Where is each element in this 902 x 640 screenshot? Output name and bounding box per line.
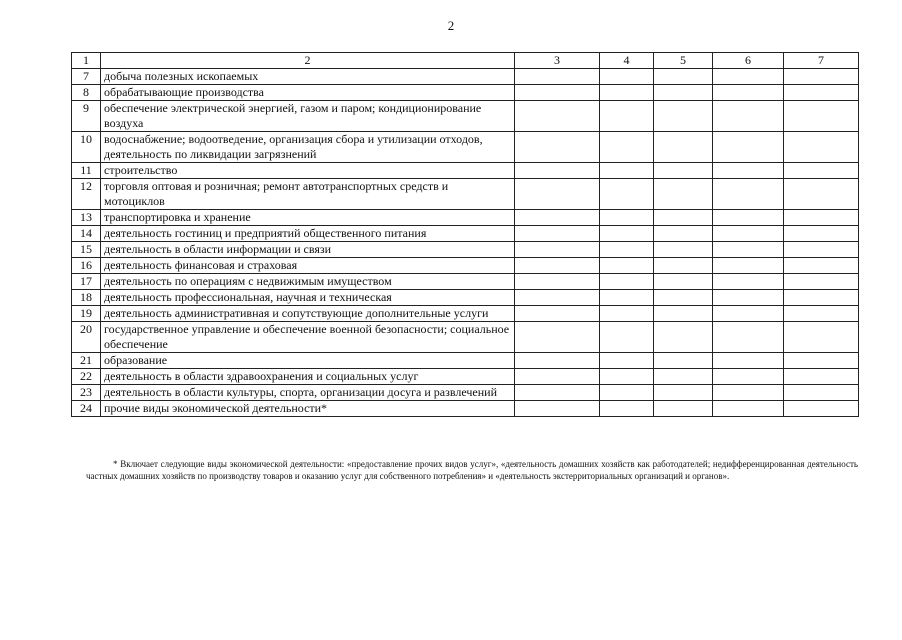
table-row [72, 306, 859, 322]
empty-cell-col-6 [713, 226, 784, 242]
row-number: 8 [72, 85, 101, 101]
table-row [72, 385, 859, 401]
empty-cell-col-7 [784, 385, 859, 401]
row-number: 11 [72, 163, 101, 179]
empty-cell-col-3 [515, 179, 600, 210]
empty-cell-col-7 [784, 226, 859, 242]
row-number: 10 [72, 132, 101, 163]
row-number: 16 [72, 258, 101, 274]
empty-cell-col-3 [515, 369, 600, 385]
empty-cell-col-4 [600, 210, 654, 226]
table-row [72, 258, 859, 274]
empty-cell-col-6 [713, 179, 784, 210]
empty-cell-col-3 [515, 306, 600, 322]
row-number: 23 [72, 385, 101, 401]
empty-cell-col-7 [784, 258, 859, 274]
table-row [72, 132, 859, 163]
row-number: 12 [72, 179, 101, 210]
empty-cell-col-7 [784, 85, 859, 101]
table-row [72, 69, 859, 85]
empty-cell-col-7 [784, 163, 859, 179]
empty-cell-col-7 [784, 101, 859, 132]
empty-cell-col-7 [784, 210, 859, 226]
row-number: 14 [72, 226, 101, 242]
empty-cell-col-5 [654, 290, 713, 306]
empty-cell-col-5 [654, 69, 713, 85]
empty-cell-col-3 [515, 274, 600, 290]
empty-cell-col-3 [515, 226, 600, 242]
empty-cell-col-6 [713, 242, 784, 258]
empty-cell-col-7 [784, 322, 859, 353]
empty-cell-col-7 [784, 369, 859, 385]
empty-cell-col-6 [713, 369, 784, 385]
row-number: 9 [72, 101, 101, 132]
empty-cell-col-7 [784, 179, 859, 210]
empty-cell-col-4 [600, 385, 654, 401]
empty-cell-col-7 [784, 69, 859, 85]
empty-cell-col-4 [600, 353, 654, 369]
empty-cell-col-3 [515, 322, 600, 353]
table-row [72, 290, 859, 306]
empty-cell-col-7 [784, 401, 859, 417]
row-number: 20 [72, 322, 101, 353]
header-col-2: 2 [101, 53, 515, 69]
row-label: обеспечение электрической энергией, газом и паром; кондиционирование воздуха [101, 101, 515, 132]
table-body [72, 69, 859, 417]
empty-cell-col-5 [654, 369, 713, 385]
row-label: строительство [101, 163, 515, 179]
row-label: деятельность в области информации и связи [101, 242, 515, 258]
empty-cell-col-5 [654, 210, 713, 226]
row-number: 7 [72, 69, 101, 85]
row-label: деятельность профессиональная, научная и техническая [101, 290, 515, 306]
empty-cell-col-6 [713, 163, 784, 179]
empty-cell-col-5 [654, 322, 713, 353]
table-row [72, 85, 859, 101]
empty-cell-col-4 [600, 290, 654, 306]
empty-cell-col-5 [654, 85, 713, 101]
empty-cell-col-4 [600, 132, 654, 163]
empty-cell-col-5 [654, 401, 713, 417]
empty-cell-col-6 [713, 353, 784, 369]
empty-cell-col-4 [600, 101, 654, 132]
row-number: 19 [72, 306, 101, 322]
empty-cell-col-7 [784, 274, 859, 290]
empty-cell-col-6 [713, 132, 784, 163]
empty-cell-col-4 [600, 369, 654, 385]
table-row [72, 401, 859, 417]
row-label: образование [101, 353, 515, 369]
row-label: деятельность по операциям с недвижимым имуществом [101, 274, 515, 290]
empty-cell-col-4 [600, 163, 654, 179]
empty-cell-col-6 [713, 210, 784, 226]
row-number: 17 [72, 274, 101, 290]
empty-cell-col-5 [654, 163, 713, 179]
empty-cell-col-6 [713, 85, 784, 101]
empty-cell-col-6 [713, 306, 784, 322]
header-col-6: 6 [713, 53, 784, 69]
row-number: 24 [72, 401, 101, 417]
empty-cell-col-6 [713, 290, 784, 306]
table-row [72, 353, 859, 369]
empty-cell-col-4 [600, 242, 654, 258]
empty-cell-col-3 [515, 69, 600, 85]
table-row [72, 322, 859, 353]
row-label: деятельность административная и сопутствующие дополнительные услуги [101, 306, 515, 322]
header-row [72, 53, 859, 69]
table-row [72, 369, 859, 385]
row-label: деятельность гостиниц и предприятий общественного питания [101, 226, 515, 242]
empty-cell-col-4 [600, 401, 654, 417]
empty-cell-col-3 [515, 85, 600, 101]
economic-activity-table [71, 52, 859, 417]
empty-cell-col-5 [654, 179, 713, 210]
empty-cell-col-3 [515, 242, 600, 258]
empty-cell-col-3 [515, 385, 600, 401]
empty-cell-col-6 [713, 101, 784, 132]
table-row [72, 101, 859, 132]
empty-cell-col-6 [713, 322, 784, 353]
empty-cell-col-5 [654, 306, 713, 322]
empty-cell-col-4 [600, 85, 654, 101]
empty-cell-col-3 [515, 163, 600, 179]
row-label: деятельность в области культуры, спорта, организации досуга и развлечений [101, 385, 515, 401]
empty-cell-col-4 [600, 274, 654, 290]
empty-cell-col-6 [713, 258, 784, 274]
row-label: деятельность финансовая и страховая [101, 258, 515, 274]
page-number: 2 [447, 18, 455, 33]
header-col-3: 3 [515, 53, 600, 69]
empty-cell-col-6 [713, 385, 784, 401]
empty-cell-col-7 [784, 290, 859, 306]
row-label: обрабатывающие производства [101, 85, 515, 101]
row-number: 22 [72, 369, 101, 385]
row-number: 18 [72, 290, 101, 306]
row-number: 13 [72, 210, 101, 226]
empty-cell-col-6 [713, 401, 784, 417]
row-label: деятельность в области здравоохранения и социальных услуг [101, 369, 515, 385]
empty-cell-col-7 [784, 353, 859, 369]
empty-cell-col-5 [654, 258, 713, 274]
empty-cell-col-7 [784, 132, 859, 163]
empty-cell-col-6 [713, 274, 784, 290]
row-number: 15 [72, 242, 101, 258]
table-row [72, 226, 859, 242]
empty-cell-col-7 [784, 242, 859, 258]
header-col-1: 1 [72, 53, 101, 69]
table-row [72, 274, 859, 290]
empty-cell-col-4 [600, 258, 654, 274]
empty-cell-col-3 [515, 210, 600, 226]
row-label: транспортировка и хранение [101, 210, 515, 226]
table-row [72, 242, 859, 258]
empty-cell-col-5 [654, 353, 713, 369]
header-col-5: 5 [654, 53, 713, 69]
row-label: прочие виды экономической деятельности* [101, 401, 515, 417]
row-label: торговля оптовая и розничная; ремонт автотранспортных средств и мотоциклов [101, 179, 515, 210]
empty-cell-col-3 [515, 401, 600, 417]
empty-cell-col-3 [515, 353, 600, 369]
row-number: 21 [72, 353, 101, 369]
row-label: государственное управление и обеспечение военной безопасности; социальное обеспечение [101, 322, 515, 353]
empty-cell-col-5 [654, 274, 713, 290]
empty-cell-col-4 [600, 179, 654, 210]
empty-cell-col-3 [515, 101, 600, 132]
empty-cell-col-5 [654, 242, 713, 258]
empty-cell-col-5 [654, 226, 713, 242]
empty-cell-col-3 [515, 290, 600, 306]
empty-cell-col-5 [654, 132, 713, 163]
table-row [72, 179, 859, 210]
empty-cell-col-4 [600, 69, 654, 85]
header-col-4: 4 [600, 53, 654, 69]
table-row [72, 163, 859, 179]
footnote: * Включает следующие виды экономической деятельности: «предоставление прочих видов услуг», «деятельность домашних хозяйств как работодателей; недифференцированная деятельность частных домашних хозяйств по производству товаров и оказанию услуг для собственного потребления» и «деятельность экстерриториальных организаций и органов». [86, 459, 858, 481]
empty-cell-col-4 [600, 322, 654, 353]
empty-cell-col-4 [600, 226, 654, 242]
empty-cell-col-5 [654, 385, 713, 401]
row-label: добыча полезных ископаемых [101, 69, 515, 85]
row-label: водоснабжение; водоотведение, организация сбора и утилизации отходов, деятельность по ликвидации загрязнений [101, 132, 515, 163]
empty-cell-col-5 [654, 101, 713, 132]
header-col-7: 7 [784, 53, 859, 69]
empty-cell-col-3 [515, 132, 600, 163]
empty-cell-col-7 [784, 306, 859, 322]
empty-cell-col-6 [713, 69, 784, 85]
empty-cell-col-4 [600, 306, 654, 322]
table-row [72, 210, 859, 226]
empty-cell-col-3 [515, 258, 600, 274]
